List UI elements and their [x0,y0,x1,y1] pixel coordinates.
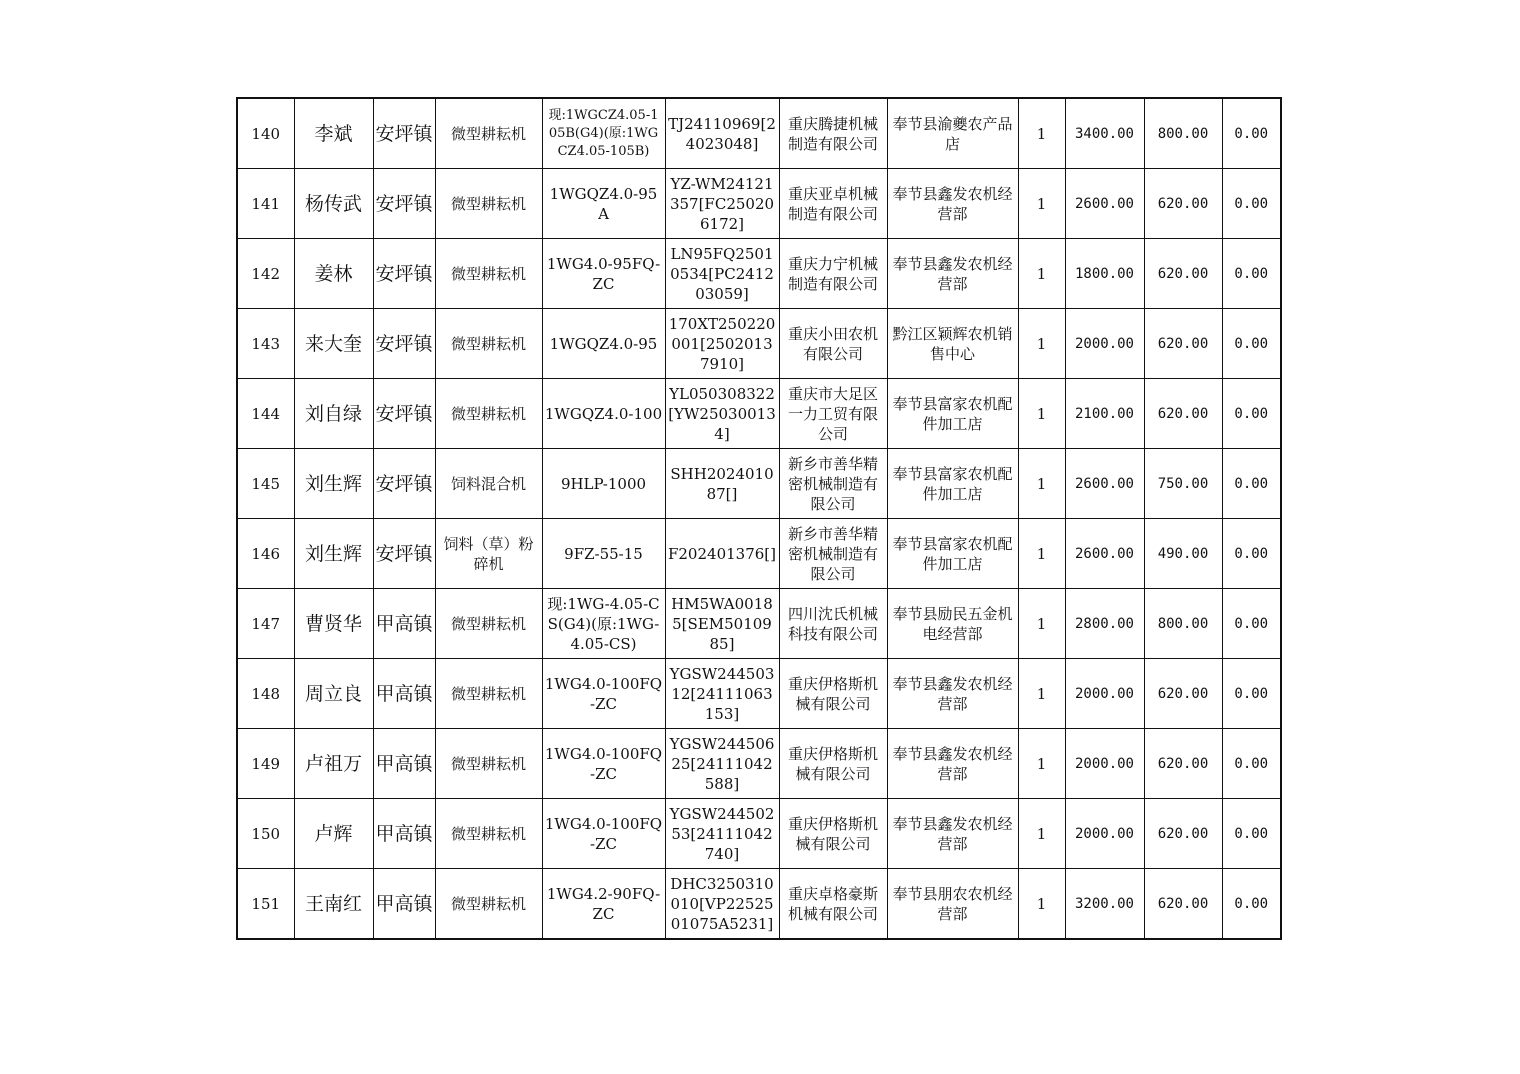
row-number-cell: 150 [237,799,294,869]
machine-model-cell: 9FZ-55-15 [542,519,665,589]
quantity-cell: 1 [1018,169,1065,239]
dealer-name-cell: 奉节县朋农农机经营部 [887,869,1018,940]
serial-number-cell: SHH202401087[] [665,449,779,519]
town-name-cell: 安坪镇 [373,519,435,589]
quantity-cell: 1 [1018,729,1065,799]
table-row [237,589,1281,659]
town-name-cell: 甲高镇 [373,869,435,940]
dealer-name-cell: 黔江区颖辉农机销售中心 [887,309,1018,379]
extra-amount-cell: 0.00 [1222,729,1281,799]
manufacturer-cell: 重庆市大足区一力工贸有限公司 [779,379,887,449]
serial-number-cell: 170XT250220001[25020137910] [665,309,779,379]
table-body [237,98,1281,939]
subsidy-amount-cell: 620.00 [1144,729,1222,799]
table-row [237,379,1281,449]
manufacturer-cell: 新乡市善华精密机械制造有限公司 [779,449,887,519]
machine-model-cell: 1WG4.2-90FQ-ZC [542,869,665,940]
table-row [237,239,1281,309]
applicant-name-cell: 杨传武 [294,169,373,239]
row-number-cell: 143 [237,309,294,379]
table-row [237,799,1281,869]
sale-price-cell: 2800.00 [1065,589,1144,659]
sale-price-cell: 2100.00 [1065,379,1144,449]
machine-type-cell: 微型耕耘机 [435,729,542,799]
machine-model-cell: 1WG4.0-95FQ-ZC [542,239,665,309]
subsidy-amount-cell: 620.00 [1144,309,1222,379]
sale-price-cell: 3200.00 [1065,869,1144,940]
row-number-cell: 146 [237,519,294,589]
manufacturer-cell: 新乡市善华精密机械制造有限公司 [779,519,887,589]
dealer-name-cell: 奉节县富家农机配件加工店 [887,379,1018,449]
serial-number-cell: YGSW24450625[24111042588] [665,729,779,799]
machine-model-cell: 现:1WGCZ4.05-105B(G4)(原:1WGCZ4.05-105B) [542,98,665,169]
extra-amount-cell: 0.00 [1222,659,1281,729]
applicant-name-cell: 卢辉 [294,799,373,869]
sale-price-cell: 2000.00 [1065,659,1144,729]
sale-price-cell: 2000.00 [1065,729,1144,799]
quantity-cell: 1 [1018,869,1065,940]
dealer-name-cell: 奉节县鑫发农机经营部 [887,239,1018,309]
dealer-name-cell: 奉节县鑫发农机经营部 [887,169,1018,239]
dealer-name-cell: 奉节县富家农机配件加工店 [887,519,1018,589]
town-name-cell: 甲高镇 [373,589,435,659]
serial-number-cell: YZ-WM24121357[FC250206172] [665,169,779,239]
sale-price-cell: 2600.00 [1065,519,1144,589]
applicant-name-cell: 周立良 [294,659,373,729]
serial-number-cell: YGSW24450253[24111042740] [665,799,779,869]
machine-model-cell: 1WGQZ4.0-100 [542,379,665,449]
row-number-cell: 140 [237,98,294,169]
applicant-name-cell: 李斌 [294,98,373,169]
town-name-cell: 安坪镇 [373,449,435,519]
manufacturer-cell: 重庆腾捷机械制造有限公司 [779,98,887,169]
table-row [237,309,1281,379]
subsidy-amount-cell: 620.00 [1144,869,1222,940]
extra-amount-cell: 0.00 [1222,98,1281,169]
row-number-cell: 145 [237,449,294,519]
row-number-cell: 142 [237,239,294,309]
extra-amount-cell: 0.00 [1222,589,1281,659]
machine-model-cell: 1WG4.0-100FQ-ZC [542,799,665,869]
machine-type-cell: 微型耕耘机 [435,169,542,239]
sale-price-cell: 2600.00 [1065,449,1144,519]
table-row [237,729,1281,799]
applicant-name-cell: 姜林 [294,239,373,309]
machine-model-cell: 1WGQZ4.0-95 [542,309,665,379]
dealer-name-cell: 奉节县渝夔农产品店 [887,98,1018,169]
town-name-cell: 安坪镇 [373,309,435,379]
machine-type-cell: 微型耕耘机 [435,98,542,169]
town-name-cell: 安坪镇 [373,239,435,309]
extra-amount-cell: 0.00 [1222,309,1281,379]
sale-price-cell: 1800.00 [1065,239,1144,309]
manufacturer-cell: 四川沈氏机械科技有限公司 [779,589,887,659]
serial-number-cell: DHC3250310010[VP2252501075A5231] [665,869,779,940]
machine-type-cell: 微型耕耘机 [435,659,542,729]
quantity-cell: 1 [1018,239,1065,309]
row-number-cell: 144 [237,379,294,449]
row-number-cell: 148 [237,659,294,729]
row-number-cell: 149 [237,729,294,799]
sale-price-cell: 2000.00 [1065,799,1144,869]
extra-amount-cell: 0.00 [1222,869,1281,940]
extra-amount-cell: 0.00 [1222,169,1281,239]
extra-amount-cell: 0.00 [1222,519,1281,589]
serial-number-cell: F202401376[] [665,519,779,589]
town-name-cell: 甲高镇 [373,729,435,799]
subsidy-amount-cell: 620.00 [1144,239,1222,309]
machine-model-cell: 1WG4.0-100FQ-ZC [542,659,665,729]
extra-amount-cell: 0.00 [1222,379,1281,449]
town-name-cell: 安坪镇 [373,98,435,169]
subsidy-amount-cell: 750.00 [1144,449,1222,519]
town-name-cell: 甲高镇 [373,799,435,869]
sale-price-cell: 2600.00 [1065,169,1144,239]
machine-type-cell: 微型耕耘机 [435,239,542,309]
applicant-name-cell: 来大奎 [294,309,373,379]
row-number-cell: 151 [237,869,294,940]
quantity-cell: 1 [1018,589,1065,659]
subsidy-amount-cell: 620.00 [1144,169,1222,239]
applicant-name-cell: 刘生辉 [294,519,373,589]
applicant-name-cell: 曹贤华 [294,589,373,659]
applicant-name-cell: 刘生辉 [294,449,373,519]
applicant-name-cell: 卢祖万 [294,729,373,799]
serial-number-cell: TJ24110969[24023048] [665,98,779,169]
town-name-cell: 安坪镇 [373,379,435,449]
table-row [237,169,1281,239]
serial-number-cell: LN95FQ25010534[PC241203059] [665,239,779,309]
machine-model-cell: 1WG4.0-100FQ-ZC [542,729,665,799]
table-row [237,869,1281,940]
extra-amount-cell: 0.00 [1222,239,1281,309]
serial-number-cell: HM5WA00185[SEM5010985] [665,589,779,659]
serial-number-cell: YGSW24450312[24111063153] [665,659,779,729]
machine-type-cell: 饲料混合机 [435,449,542,519]
applicant-name-cell: 刘自绿 [294,379,373,449]
machine-type-cell: 微型耕耘机 [435,799,542,869]
subsidy-table [236,97,1282,940]
machine-model-cell: 1WGQZ4.0-95A [542,169,665,239]
machine-type-cell: 微型耕耘机 [435,309,542,379]
subsidy-amount-cell: 800.00 [1144,589,1222,659]
row-number-cell: 147 [237,589,294,659]
quantity-cell: 1 [1018,379,1065,449]
manufacturer-cell: 重庆伊格斯机械有限公司 [779,729,887,799]
quantity-cell: 1 [1018,659,1065,729]
quantity-cell: 1 [1018,98,1065,169]
subsidy-amount-cell: 800.00 [1144,98,1222,169]
town-name-cell: 甲高镇 [373,659,435,729]
dealer-name-cell: 奉节县鑫发农机经营部 [887,659,1018,729]
machine-type-cell: 饲料（草）粉碎机 [435,519,542,589]
quantity-cell: 1 [1018,799,1065,869]
subsidy-amount-cell: 490.00 [1144,519,1222,589]
manufacturer-cell: 重庆伊格斯机械有限公司 [779,659,887,729]
quantity-cell: 1 [1018,309,1065,379]
dealer-name-cell: 奉节县鑫发农机经营部 [887,799,1018,869]
applicant-name-cell: 王南红 [294,869,373,940]
machine-model-cell: 9HLP-1000 [542,449,665,519]
quantity-cell: 1 [1018,449,1065,519]
serial-number-cell: YL050308322[YW250300134] [665,379,779,449]
subsidy-amount-cell: 620.00 [1144,379,1222,449]
table-row [237,519,1281,589]
town-name-cell: 安坪镇 [373,169,435,239]
extra-amount-cell: 0.00 [1222,449,1281,519]
table-row [237,98,1281,169]
subsidy-amount-cell: 620.00 [1144,659,1222,729]
table-row [237,659,1281,729]
quantity-cell: 1 [1018,519,1065,589]
row-number-cell: 141 [237,169,294,239]
manufacturer-cell: 重庆小田农机有限公司 [779,309,887,379]
manufacturer-cell: 重庆亚卓机械制造有限公司 [779,169,887,239]
machine-type-cell: 微型耕耘机 [435,589,542,659]
sale-price-cell: 2000.00 [1065,309,1144,379]
table-row [237,449,1281,519]
manufacturer-cell: 重庆力宁机械制造有限公司 [779,239,887,309]
dealer-name-cell: 奉节县励民五金机电经营部 [887,589,1018,659]
manufacturer-cell: 重庆伊格斯机械有限公司 [779,799,887,869]
dealer-name-cell: 奉节县鑫发农机经营部 [887,729,1018,799]
sale-price-cell: 3400.00 [1065,98,1144,169]
manufacturer-cell: 重庆卓格豪斯机械有限公司 [779,869,887,940]
machine-model-cell: 现:1WG-4.05-CS(G4)(原:1WG-4.05-CS) [542,589,665,659]
extra-amount-cell: 0.00 [1222,799,1281,869]
dealer-name-cell: 奉节县富家农机配件加工店 [887,449,1018,519]
machine-type-cell: 微型耕耘机 [435,379,542,449]
machine-type-cell: 微型耕耘机 [435,869,542,940]
subsidy-amount-cell: 620.00 [1144,799,1222,869]
